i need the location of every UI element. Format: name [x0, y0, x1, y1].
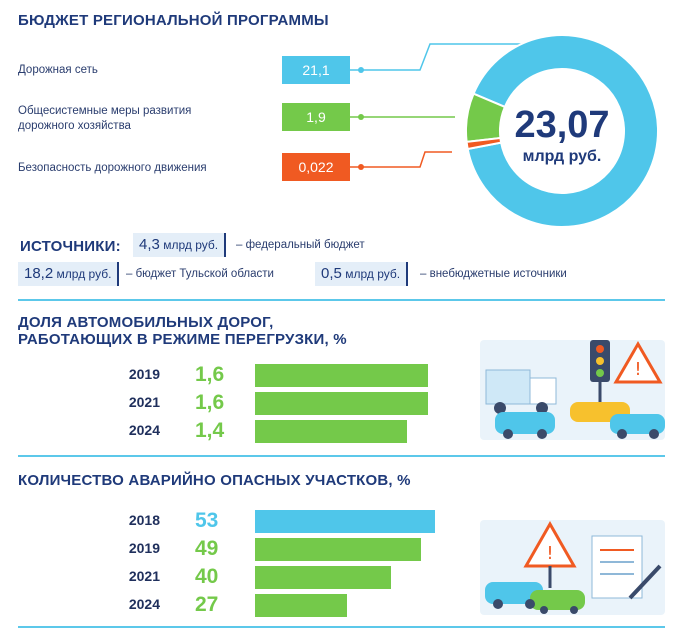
- divider-1: [18, 299, 665, 301]
- budget-label-safety: Безопасность дорожного движения: [18, 162, 207, 174]
- connector-dot-road-measures: [358, 114, 364, 120]
- budget-value-road-measures: 1,9: [282, 103, 350, 131]
- source-region-amount: 18,2: [24, 265, 54, 282]
- danger-year-2021: 2021: [128, 568, 160, 584]
- budget-value-safety: 0,022: [282, 153, 350, 181]
- overload-value-2019: 1,6: [195, 363, 225, 386]
- budget-label-road-network: Дорожная сеть: [18, 64, 98, 76]
- connector-dot-road-network: [358, 67, 364, 73]
- svg-text:!: !: [546, 543, 554, 564]
- svg-text:!: !: [634, 359, 642, 380]
- overload-bar-2019: [255, 364, 428, 387]
- source-region-unit: млрд руб.: [56, 267, 112, 281]
- source-region-desc: – бюджет Тульской области: [126, 268, 274, 280]
- source-extra-unit: млрд руб.: [345, 267, 401, 281]
- danger-value-2024: 27: [195, 593, 219, 616]
- danger-bar-2024: [255, 594, 347, 617]
- connector-dot-safety: [358, 164, 364, 170]
- overload-year-2019: 2019: [128, 366, 160, 382]
- overload-year-2021: 2021: [128, 394, 160, 410]
- danger-year-2024: 2024: [128, 596, 160, 612]
- danger-value-2021: 40: [195, 565, 219, 588]
- overload-value-2021: 1,6: [195, 391, 225, 414]
- traffic-illustration: [470, 330, 670, 445]
- danger-bar-2021: [255, 566, 391, 589]
- overload-year-2024: 2024: [128, 422, 160, 438]
- danger-year-2018: 2018: [128, 512, 160, 528]
- budget-title: БЮДЖЕТ РЕГИОНАЛЬНОЙ ПРОГРАММЫ: [18, 12, 329, 29]
- danger-value-2019: 49: [195, 537, 219, 560]
- divider-3: [18, 626, 665, 628]
- danger-bar-2019: [255, 538, 421, 561]
- divider-2: [18, 455, 665, 457]
- source-extra-desc: – внебюджетные источники: [420, 268, 567, 280]
- budget-value-road-network: 21,1: [282, 56, 350, 84]
- sources-title: ИСТОЧНИКИ:: [20, 238, 121, 255]
- danger-value-2018: 53: [195, 509, 219, 532]
- source-federal-unit: млрд руб.: [163, 238, 219, 252]
- budget-total-value: 23,07: [514, 104, 610, 146]
- overload-title: ДОЛЯ АВТОМОБИЛЬНЫХ ДОРОГ, РАБОТАЮЩИХ В РЕЖИМЕ ПЕРЕГРУЗКИ, %: [18, 314, 347, 348]
- danger-year-2019: 2019: [128, 540, 160, 556]
- overload-value-2024: 1,4: [195, 419, 225, 442]
- danger-illustration: [470, 510, 670, 618]
- overload-bar-2024: [255, 420, 407, 443]
- overload-bar-2021: [255, 392, 428, 415]
- connector-safety: [350, 152, 452, 167]
- budget-total-unit: млрд руб.: [522, 148, 602, 165]
- source-extra-amount: 0,5: [321, 265, 342, 282]
- source-federal-desc: – федеральный бюджет: [236, 239, 365, 251]
- budget-label-road-measures: Общесистемные меры развития дорожного хозяйства: [18, 105, 192, 132]
- source-extra-box: [315, 262, 408, 286]
- source-region-box: [18, 262, 119, 286]
- danger-bar-2018: [255, 510, 435, 533]
- source-federal-amount: 4,3: [139, 236, 160, 253]
- danger-title: КОЛИЧЕСТВО АВАРИЙНО ОПАСНЫХ УЧАСТКОВ, %: [18, 472, 411, 489]
- source-federal-box: [133, 233, 226, 257]
